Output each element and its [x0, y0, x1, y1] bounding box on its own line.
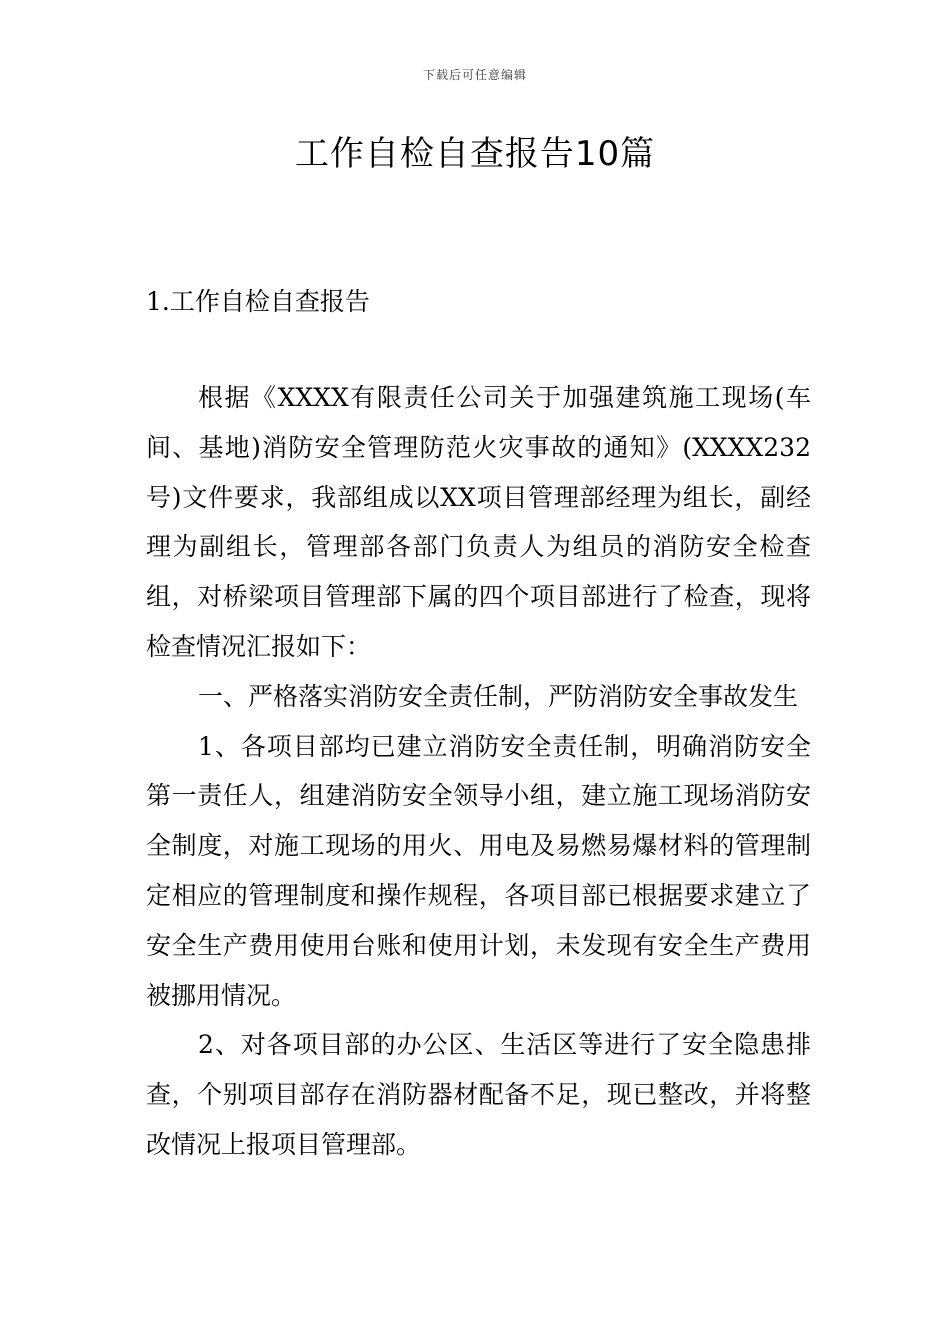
document-body [146, 373, 811, 1170]
paragraph-intro: 根据《XXXX有限责任公司关于加强建筑施工现场(车间、基地)消防安全管理防范火灾事故的通知》(XXXX232号)文件要求，我部组成以XX项目管理部经理为组长，副经理为副组长，管理部各部门负责人为组员的消防安全检查组，对桥梁项目管理部下属的四个项目部进行了检查，现将检查情况汇报如下： [146, 383, 811, 661]
header-note: 下载后可任意编辑 [422, 68, 527, 82]
paragraph-item-heading-1: 一、严格落实消防安全责任制，严防消防安全事故发生 [198, 681, 799, 711]
paragraph-point-2: 2、对各项目部的办公区、生活区等进行了安全隐患排查，个别项目部存在消防器材配备不足，现已整改，并将整改情况上报项目管理部。 [146, 1030, 811, 1159]
paragraph-point-1: 1、各项目部均已建立消防安全责任制，明确消防安全第一责任人，组建消防安全领导小组，建立施工现场消防安全制度，对施工现场的用火、用电及易燃易爆材料的管理制定相应的管理制度和操作规程，各项目部已根据要求建立了安全生产费用使用台账和使用计划，未发现有安全生产费用被挪用情况。 [146, 731, 811, 1010]
section-heading: 1.工作自检自查报告 [146, 287, 370, 316]
document-title: 工作自检自查报告10篇 [294, 134, 656, 174]
